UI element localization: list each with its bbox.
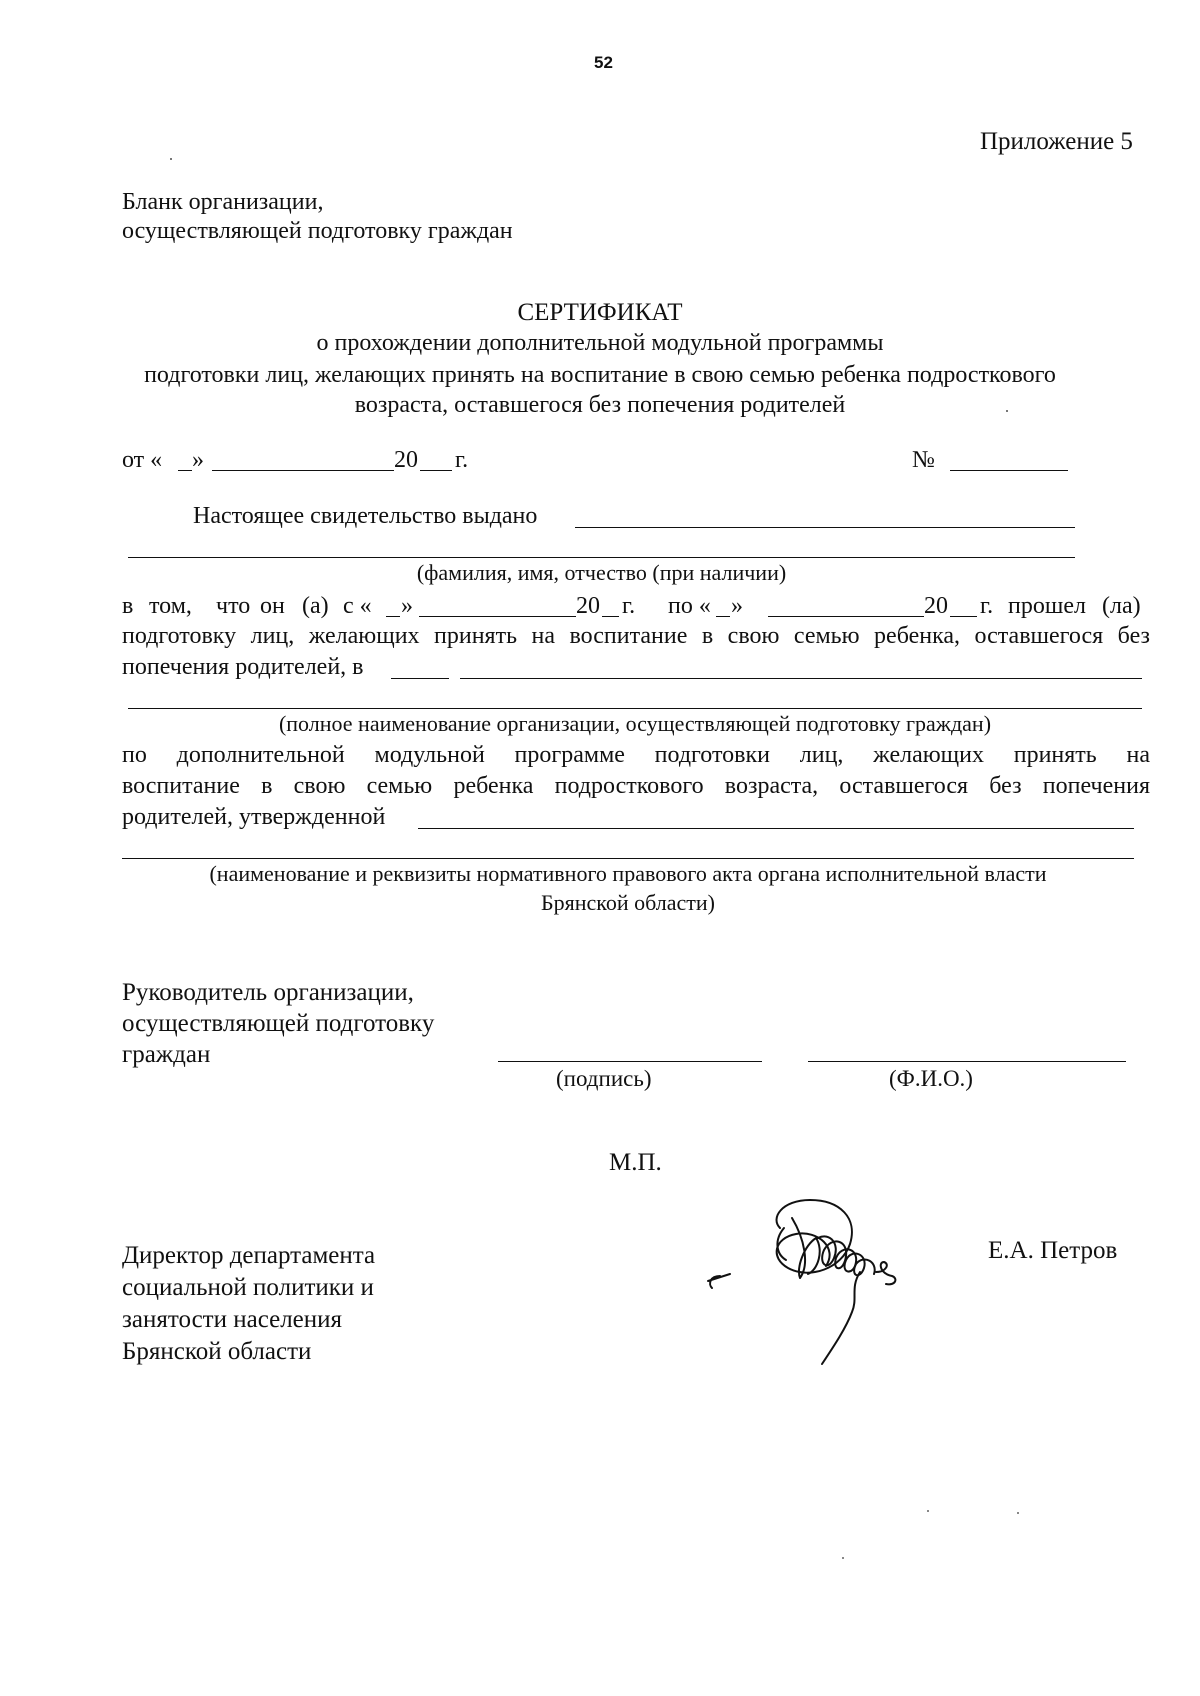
day-blank <box>178 470 192 471</box>
period-from: с « <box>343 593 372 619</box>
period-word: том, <box>149 593 192 619</box>
date-prefix: от « <box>122 447 163 473</box>
body2-line2: воспитание в свою семью ребенка подросткового возраста, оставшегося без попечения <box>122 773 1150 799</box>
fio-caption: (Ф.И.О.) <box>889 1066 973 1091</box>
director-line3: занятости населения <box>122 1306 343 1333</box>
org-blank-line2 <box>128 708 1142 709</box>
scan-speck <box>842 1557 844 1559</box>
issued-label: Настоящее свидетельство выдано <box>193 503 538 529</box>
sign-caption: (подпись) <box>556 1066 652 1091</box>
number-blank <box>950 470 1068 471</box>
body2-line3: родителей, утвержденной <box>122 804 386 830</box>
head-line1: Руководитель организации, <box>122 979 414 1006</box>
period-passed: прошел <box>1008 593 1086 619</box>
org-blank <box>460 678 1142 679</box>
director-line2: социальной политики и <box>122 1274 374 1301</box>
title-line3: возраста, оставшегося без попечения родителей <box>354 392 846 418</box>
name-blank-line2 <box>128 557 1075 558</box>
period-word: он <box>260 593 285 619</box>
director-line4: Брянской области <box>122 1338 312 1365</box>
period-year-prefix: 20 <box>576 593 600 619</box>
stamp-place: М.П. <box>609 1149 662 1176</box>
act-blank <box>418 828 1134 829</box>
from-month-blank <box>419 616 576 617</box>
body1-line3: попечения родителей, в <box>122 654 364 680</box>
date-year-prefix: 20 <box>394 447 418 473</box>
name-blank <box>575 527 1075 528</box>
period-year-suffix: г. <box>622 593 636 619</box>
period-word: в <box>122 593 134 619</box>
to-month-blank <box>768 616 924 617</box>
from-day-blank <box>386 616 400 617</box>
title-line1: о прохождении дополнительной модульной программы <box>316 330 884 356</box>
scan-speck <box>1006 410 1008 412</box>
body1-line2: подготовку лиц, желающих принять на воспитание в свою семью ребенка, оставшегося без <box>122 623 1150 649</box>
to-day-blank <box>716 616 730 617</box>
scan-speck <box>170 158 172 160</box>
scan-speck <box>1017 1512 1019 1514</box>
period-quote: » <box>731 593 743 619</box>
signature-blank <box>498 1061 762 1062</box>
title-line2: подготовки лиц, желающих принять на воспитание в свою семью ребенка подросткового <box>144 362 1056 388</box>
director-line1: Директор департамента <box>122 1242 376 1269</box>
page-number: 52 <box>594 53 613 72</box>
appendix-label: Приложение 5 <box>980 128 1133 155</box>
number-sign: № <box>912 447 935 473</box>
year-blank <box>420 470 452 471</box>
org-blank-short <box>391 678 449 679</box>
period-year-prefix: 20 <box>924 593 948 619</box>
fio-blank <box>808 1061 1126 1062</box>
act-caption-line1: (наименование и реквизиты нормативного правового акта органа исполнительной власти <box>209 861 1047 886</box>
period-word: (а) <box>302 593 329 619</box>
act-caption-line2: Брянской области) <box>540 890 715 915</box>
to-year-blank <box>950 616 977 617</box>
director-name: Е.А. Петров <box>988 1237 1118 1264</box>
date-close-quote: » <box>192 447 204 473</box>
head-line2: осуществляющей подготовку <box>122 1010 435 1037</box>
scan-speck <box>927 1510 929 1512</box>
period-year-suffix: г. <box>980 593 994 619</box>
month-blank <box>212 470 394 471</box>
name-caption: (фамилия, имя, отчество (при наличии) <box>416 560 787 585</box>
head-line3: граждан <box>122 1041 211 1068</box>
org-blank-line1: Бланк организации, <box>122 189 324 215</box>
certificate-title: СЕРТИФИКАТ <box>517 299 683 326</box>
period-la: (ла) <box>1102 593 1141 619</box>
org-blank-line2: осуществляющей подготовку граждан <box>122 218 513 244</box>
from-year-blank <box>602 616 619 617</box>
period-quote: » <box>401 593 413 619</box>
date-year-suffix: г. <box>455 447 469 473</box>
body2-line1: по дополнительной модульной программе подготовки лиц, желающих принять на <box>122 742 1150 768</box>
act-blank-line2 <box>122 858 1134 859</box>
period-to: по « <box>668 593 711 619</box>
org-caption: (полное наименование организации, осуществляющей подготовку граждан) <box>278 711 992 736</box>
period-word: что <box>216 593 251 619</box>
handwritten-signature-icon <box>700 1188 950 1378</box>
